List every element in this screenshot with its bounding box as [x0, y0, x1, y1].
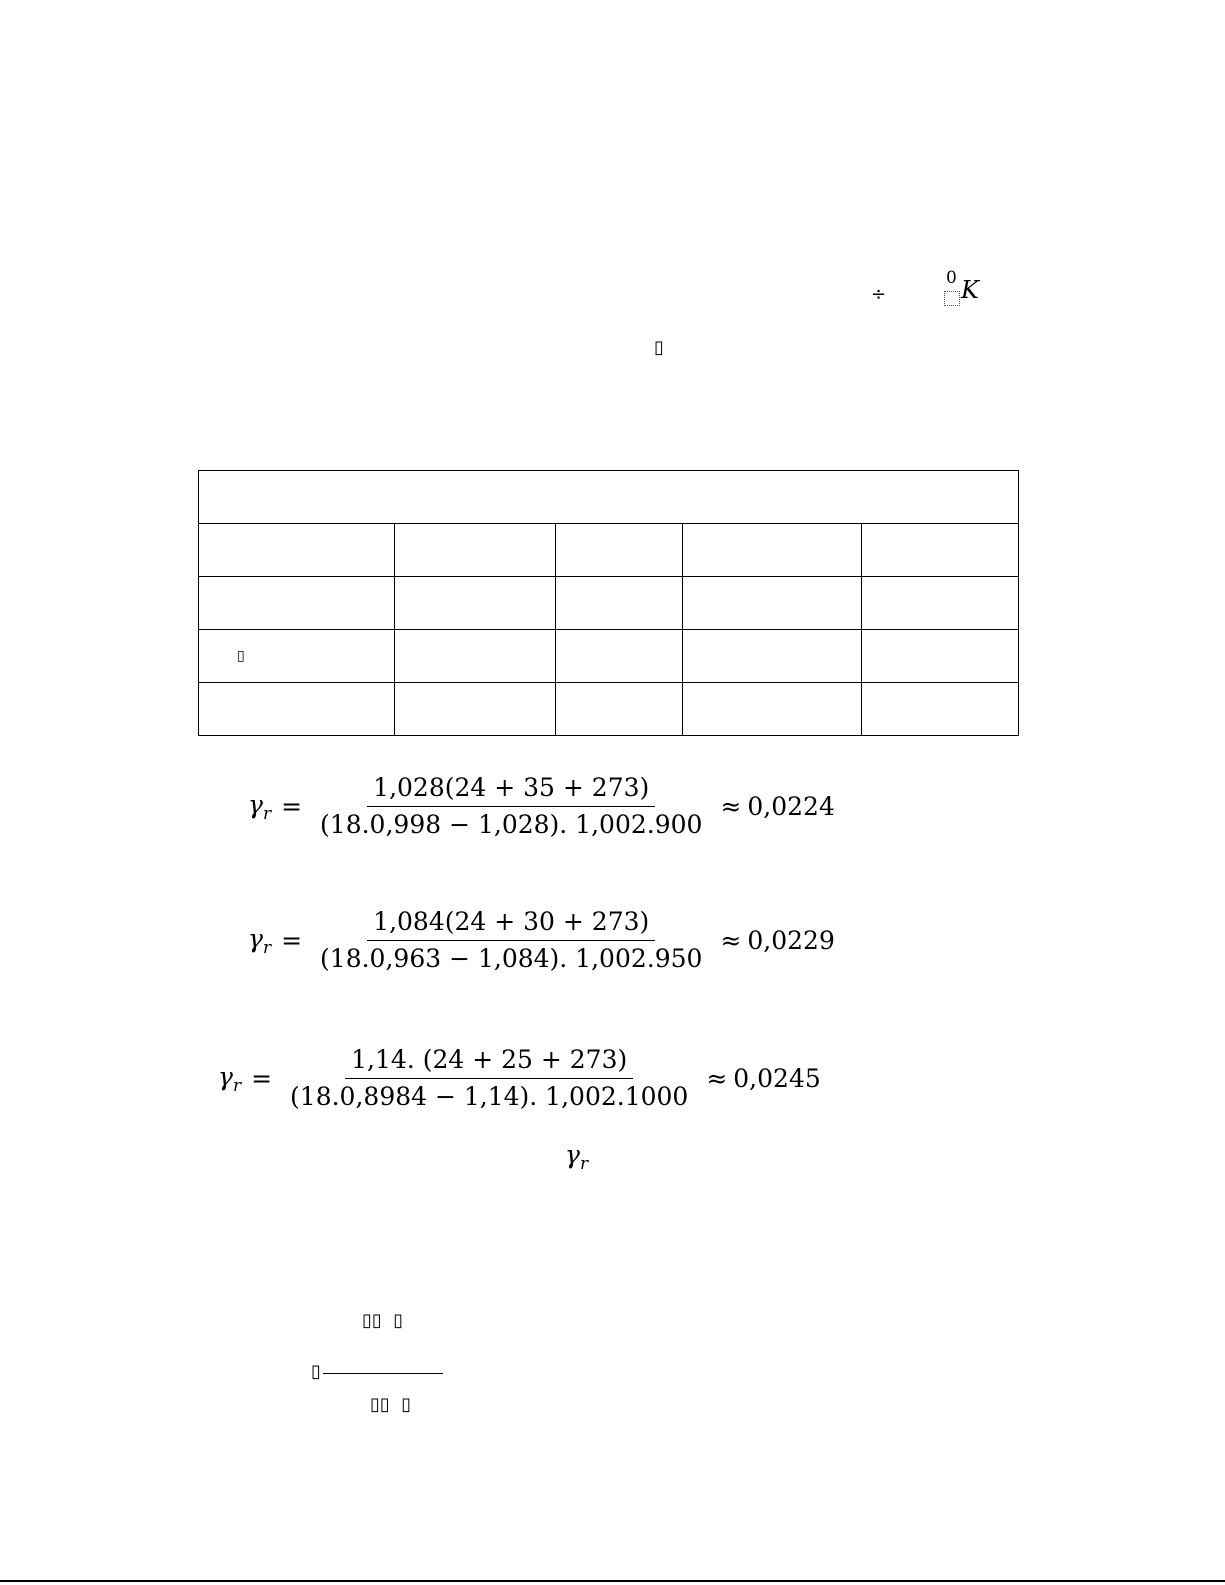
- fraction-bar: [323, 1373, 443, 1374]
- equation-2: [248, 907, 835, 974]
- kelvin-unit: K: [961, 276, 979, 304]
- table-cell: [862, 577, 1019, 630]
- equation-lhs: $\gamma_r$: [248, 789, 272, 824]
- fraction: [314, 907, 708, 974]
- table-cell: [862, 524, 1019, 577]
- fraction: [284, 1045, 694, 1112]
- placeholder-box: [944, 291, 960, 306]
- table-cell: [395, 630, 556, 683]
- approx-sign: ≈: [706, 1064, 728, 1093]
- gamma-r-symbol: $\gamma_r$: [565, 1140, 589, 1174]
- approx-sign: ≈: [720, 926, 742, 955]
- data-table: [198, 470, 1019, 736]
- denominator: (18.0,998 − 1,028). 1,002.900: [320, 810, 703, 839]
- numerator: 1,028(24 + 35 + 273): [367, 773, 655, 807]
- numerator: 1,14. (24 + 25 + 273): [345, 1045, 633, 1079]
- equation-result: 0,0229: [747, 926, 835, 955]
- table-cell: [556, 630, 683, 683]
- page-bottom-rule: [0, 1580, 1225, 1582]
- table-cell: [683, 577, 862, 630]
- table-cell: [395, 524, 556, 577]
- equals-sign: =: [281, 792, 303, 821]
- table-cell: [862, 683, 1019, 736]
- fraction-left-glyph: ▯: [311, 1361, 321, 1382]
- equation-1: [248, 773, 835, 840]
- table-cell: [199, 683, 395, 736]
- denominator: (18.0,8984 − 1,14). 1,002.1000: [290, 1082, 689, 1111]
- superscript-zero: 0: [946, 268, 957, 288]
- table-header-row: [199, 471, 1019, 524]
- table-cell: [683, 683, 862, 736]
- equation-lhs: $\gamma_r$: [218, 1061, 242, 1096]
- table-cell: [395, 683, 556, 736]
- table-cell: [556, 683, 683, 736]
- denominator: (18.0,963 − 1,084). 1,002.950: [320, 944, 703, 973]
- table-row: [199, 683, 1019, 736]
- table-cell: ▯: [199, 630, 395, 683]
- table-row: [199, 577, 1019, 630]
- table-cell: [199, 577, 395, 630]
- equation-result: 0,0224: [747, 792, 835, 821]
- table-cell: [556, 577, 683, 630]
- divide-symbol: ÷: [871, 284, 887, 305]
- equation-3: [218, 1045, 821, 1112]
- table-cell: [683, 630, 862, 683]
- table-row: [199, 524, 1019, 577]
- fraction-bottom-glyphs: ▯▯ ▯: [370, 1394, 412, 1415]
- table-cell: [683, 524, 862, 577]
- equation-lhs: $\gamma_r$: [248, 923, 272, 958]
- equals-sign: =: [251, 1064, 273, 1093]
- equals-sign: =: [281, 926, 303, 955]
- table-header-cell: [199, 471, 1019, 524]
- table-row: [199, 630, 1019, 683]
- fraction: [314, 773, 708, 840]
- numerator: 1,084(24 + 30 + 273): [367, 907, 655, 941]
- equation-result: 0,0245: [733, 1064, 821, 1093]
- table-cell: [199, 524, 395, 577]
- table-cell: [395, 577, 556, 630]
- table-cell: [862, 630, 1019, 683]
- table-cell: [556, 524, 683, 577]
- fraction-top-glyphs: ▯▯ ▯: [362, 1310, 404, 1331]
- approx-sign: ≈: [720, 792, 742, 821]
- missing-glyph: ▯: [654, 337, 664, 358]
